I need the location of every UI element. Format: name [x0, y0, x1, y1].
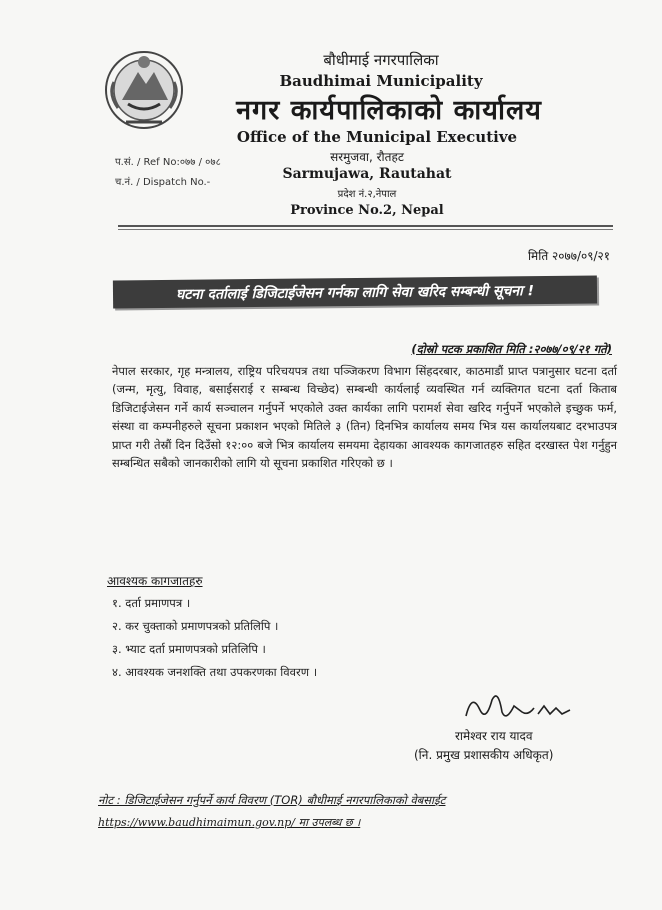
notice-date: मिति २०७७/०९/२१	[527, 249, 610, 263]
office-name-np: नगर कार्यपालिकाको कार्यालय	[236, 95, 542, 126]
dispatch-number: च.नं. / Dispatch No.-	[115, 177, 211, 188]
handwritten-signature	[458, 686, 578, 726]
notice-body: नेपाल सरकार, गृह मन्त्रालय, राष्ट्रिय परिचयपत्र तथा पञ्जिकरण विभाग सिंहदरबार, काठमाडौं प्राप्त पत्रानुसार घटना दर्ता (जन्म, मृत्यु, विवाह, बसाईसराई र सम्बन्ध विच्छेद) सम्बन्धी कार्यलाई व्यवस्थित गर्न व्यक्तिगत घटना दर्ता किताब डिजिटाईजेसन गर्ने कार्य सञ्चालन गर्नुपर्ने भएकोले उक्त कार्यका लागि परामर्श सेवा खरिद गर्नुपर्ने भएकोले इच्छुक फर्म, संस्था वा कम्पनीहरुले सूचना प्रकाशन भएको मितिले ३ (तिन) दिनभित्र कार्यालय समय भित्र यस कार्यालयबाट दरभाउपत्र प्राप्त गरी तेस्रौं दिन दिउँसो १२:०० बजे भित्र कार्यालय समयमा देहायका आवश्यक कागजातहरु सहित दरखास्त पेश गर्नुहुन सम्बन्धित सबैको जानकारीको लागि यो सूचना प्रकाशित गरिएको छ ।	[112, 364, 617, 471]
header-divider-thin	[118, 229, 613, 230]
required-documents-title: आवश्यक कागजातहरु	[107, 574, 203, 588]
notice-title: घटना दर्तालाई डिजिटाईजेसन गर्नका लागि सेवा खरिद सम्बन्धी सूचना !	[175, 282, 535, 303]
office-name-en: Office of the Municipal Executive	[236, 128, 518, 146]
list-item: ४. आवश्यक जनशक्ति तथा उपकरणका विवरण ।	[112, 665, 318, 679]
reference-number: प.सं. / Ref No:०७७ / ०७८	[115, 157, 221, 168]
republish-date: (दोस्रो पटक प्रकाशित मिति :२०७७/०९/२१ गते)	[411, 342, 612, 356]
required-documents-list	[112, 592, 317, 684]
notice-title-banner	[113, 275, 597, 308]
location-np: सरमुजवा, रौतहट	[330, 150, 404, 164]
municipality-name-en: Baudhimai Municipality	[279, 72, 483, 90]
list-item: २. कर चुक्ताको प्रमाणपत्रको प्रतिलिपि ।	[112, 619, 279, 633]
province-en: Province No.2, Nepal	[290, 203, 444, 218]
website-link[interactable]: https://www.baudhimaimun.gov.np/ मा उपलब्ध छ ।	[98, 816, 361, 829]
location-en: Sarmujawa, Rautahat	[282, 166, 452, 182]
signatory-name: रामेश्वर राय यादव	[455, 729, 533, 743]
header-divider	[118, 225, 613, 227]
footer-note: नोट : डिजिटाईजेसन गर्नुपर्ने कार्य विवरण (TOR) बौधीमाई नगरपालिकाको वेबसाईट	[98, 793, 446, 807]
province-np: प्रदेश नं.२,नेपाल	[337, 189, 397, 200]
list-item: १. दर्ता प्रमाणपत्र ।	[112, 596, 191, 610]
signatory-title: (नि. प्रमुख प्रशासकीय अधिकृत)	[414, 748, 554, 762]
municipality-name-np: बौधीमाई नगरपालिका	[323, 51, 439, 69]
list-item: ३. भ्याट दर्ता प्रमाणपत्रको प्रतिलिपि ।	[112, 642, 266, 656]
